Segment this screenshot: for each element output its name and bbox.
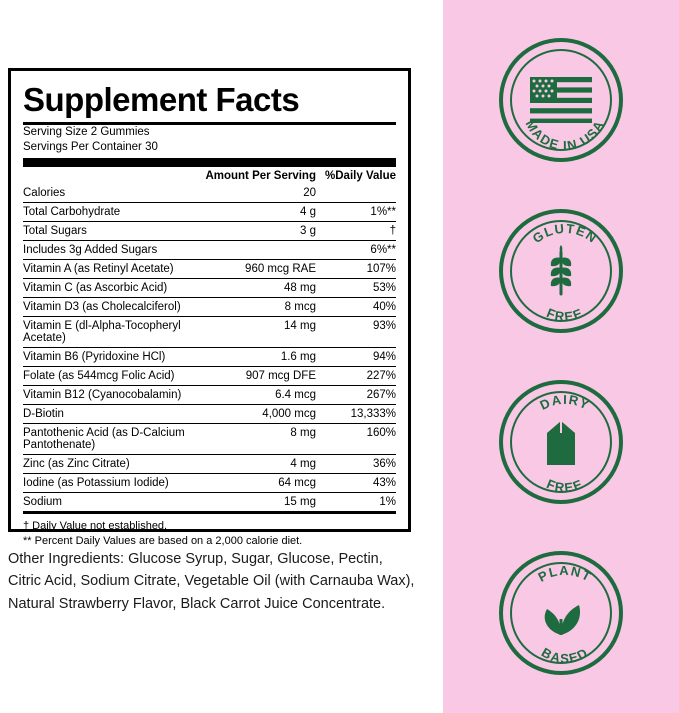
supplement-facts-panel	[8, 68, 411, 547]
nutrient-name: D-Biotin	[23, 404, 188, 423]
nutrient-name: Zinc (as Zinc Citrate)	[23, 454, 188, 473]
table-row	[23, 278, 396, 297]
badge-bottom-label: FREE	[544, 476, 586, 496]
table-row	[23, 404, 396, 423]
badge-bottom-label: BASED	[538, 644, 592, 667]
footnote-percent: ** Percent Daily Values are based on a 2,000 calorie diet.	[23, 534, 303, 547]
table-row	[23, 492, 396, 512]
table-row	[23, 202, 396, 221]
nutrient-daily-value: 13,333%	[316, 404, 396, 423]
badge-list	[443, 0, 679, 713]
nutrient-daily-value: 160%	[316, 423, 396, 454]
nutrient-daily-value: 36%	[316, 454, 396, 473]
nutrient-daily-value: 1%**	[316, 202, 396, 221]
badge-made-in-usa	[499, 38, 623, 162]
footnote-dagger: † Daily Value not established.	[23, 519, 168, 532]
nutrient-name: Vitamin C (as Ascorbic Acid)	[23, 278, 188, 297]
nutrient-amount: 4 mg	[188, 454, 316, 473]
nutrient-name: Vitamin D3 (as Cholecalciferol)	[23, 297, 188, 316]
badge-bottom-label: MADE IN USA	[522, 116, 608, 153]
nutrient-name: Vitamin A (as Retinyl Acetate)	[23, 259, 188, 278]
nutrient-daily-value: 53%	[316, 278, 396, 297]
table-row	[23, 240, 396, 259]
nutrient-name: Folate (as 544mcg Folic Acid)	[23, 366, 188, 385]
nutrient-daily-value: 93%	[316, 316, 396, 347]
table-row	[23, 454, 396, 473]
table-row	[23, 297, 396, 316]
badge-dairy-free	[499, 380, 623, 504]
nutrient-name: Iodine (as Potassium Iodide)	[23, 473, 188, 492]
nutrient-amount: 960 mcg RAE	[188, 259, 316, 278]
badge-inner-ring	[510, 220, 612, 325]
table-row	[23, 259, 396, 278]
table-row	[23, 385, 396, 404]
footnotes	[23, 514, 396, 549]
nutrient-amount: 6.4 mcg	[188, 385, 316, 404]
nutrient-amount: 20	[188, 184, 316, 203]
nutrient-name: Vitamin E (dl-Alpha-Tocopheryl Acetate)	[23, 316, 188, 347]
table-row	[23, 221, 396, 240]
nutrient-daily-value: 6%**	[316, 240, 396, 259]
nutrient-daily-value: 94%	[316, 347, 396, 366]
nutrient-name: Includes 3g Added Sugars	[23, 240, 188, 259]
nutrient-daily-value: 40%	[316, 297, 396, 316]
column-headers	[23, 167, 396, 184]
nutrition-table	[23, 184, 396, 514]
nutrient-daily-value: 227%	[316, 366, 396, 385]
table-row	[23, 184, 396, 203]
badge-inner-ring	[510, 391, 612, 496]
table-row	[23, 316, 396, 347]
badge-inner-ring	[510, 49, 612, 151]
nutrient-amount: 64 mcg	[188, 473, 316, 492]
serving-info	[23, 125, 396, 158]
nutrient-amount: 15 mg	[188, 492, 316, 512]
servings-per-container: Servings Per Container 30	[23, 140, 158, 153]
daily-value-header: %Daily Value	[325, 169, 396, 182]
nutrient-daily-value: †	[316, 221, 396, 240]
badge-panel	[443, 0, 679, 713]
badge-top-label: GLUTEN	[529, 220, 601, 246]
table-row	[23, 423, 396, 454]
nutrient-amount: 8 mcg	[188, 297, 316, 316]
nutrient-amount: 1.6 mg	[188, 347, 316, 366]
badge-inner-ring	[510, 562, 612, 667]
nutrient-amount: 907 mcg DFE	[188, 366, 316, 385]
nutrient-name: Pantothenic Acid (as D-Calcium Pantothenate)	[23, 423, 188, 454]
nutrient-name: Total Carbohydrate	[23, 202, 188, 221]
nutrient-name: Vitamin B6 (Pyridoxine HCl)	[23, 347, 188, 366]
nutrient-amount	[188, 240, 316, 259]
nutrient-daily-value: 267%	[316, 385, 396, 404]
serving-size: Serving Size 2 Gummies	[23, 125, 150, 138]
badge-top-label: DAIRY	[537, 392, 593, 413]
nutrient-daily-value: 43%	[316, 473, 396, 492]
badge-bottom-label: FREE	[544, 305, 586, 325]
other-ingredients-text: Other Ingredients: Glucose Syrup, Sugar, Glucose, Pectin, Citric Acid, Sodium Citrate, Vegetable Oil (with Carnauba Wax), Natural Strawberry Flavor, Black Carrot Juice Concentrate.	[8, 551, 415, 612]
nutrient-name: Vitamin B12 (Cyanocobalamin)	[23, 385, 188, 404]
nutrient-amount: 3 g	[188, 221, 316, 240]
badge-top-label: PLANT	[535, 563, 595, 586]
nutrient-daily-value: 107%	[316, 259, 396, 278]
nutrient-daily-value	[316, 184, 396, 203]
serving-divider	[23, 158, 396, 167]
table-row	[23, 347, 396, 366]
nutrient-name: Total Sugars	[23, 221, 188, 240]
table-row	[23, 366, 396, 385]
badge-gluten-free	[499, 209, 623, 333]
badge-plant-based	[499, 551, 623, 675]
nutrient-name: Sodium	[23, 492, 188, 512]
nutrient-name: Calories	[23, 184, 188, 203]
nutrient-daily-value: 1%	[316, 492, 396, 512]
nutrient-amount: 8 mg	[188, 423, 316, 454]
nutrient-amount: 4 g	[188, 202, 316, 221]
nutrient-amount: 14 mg	[188, 316, 316, 347]
nutrient-amount: 48 mg	[188, 278, 316, 297]
table-row	[23, 473, 396, 492]
amount-per-serving-header: Amount Per Serving	[205, 169, 316, 182]
page-title: Supplement Facts	[23, 81, 300, 118]
nutrient-amount: 4,000 mcg	[188, 404, 316, 423]
